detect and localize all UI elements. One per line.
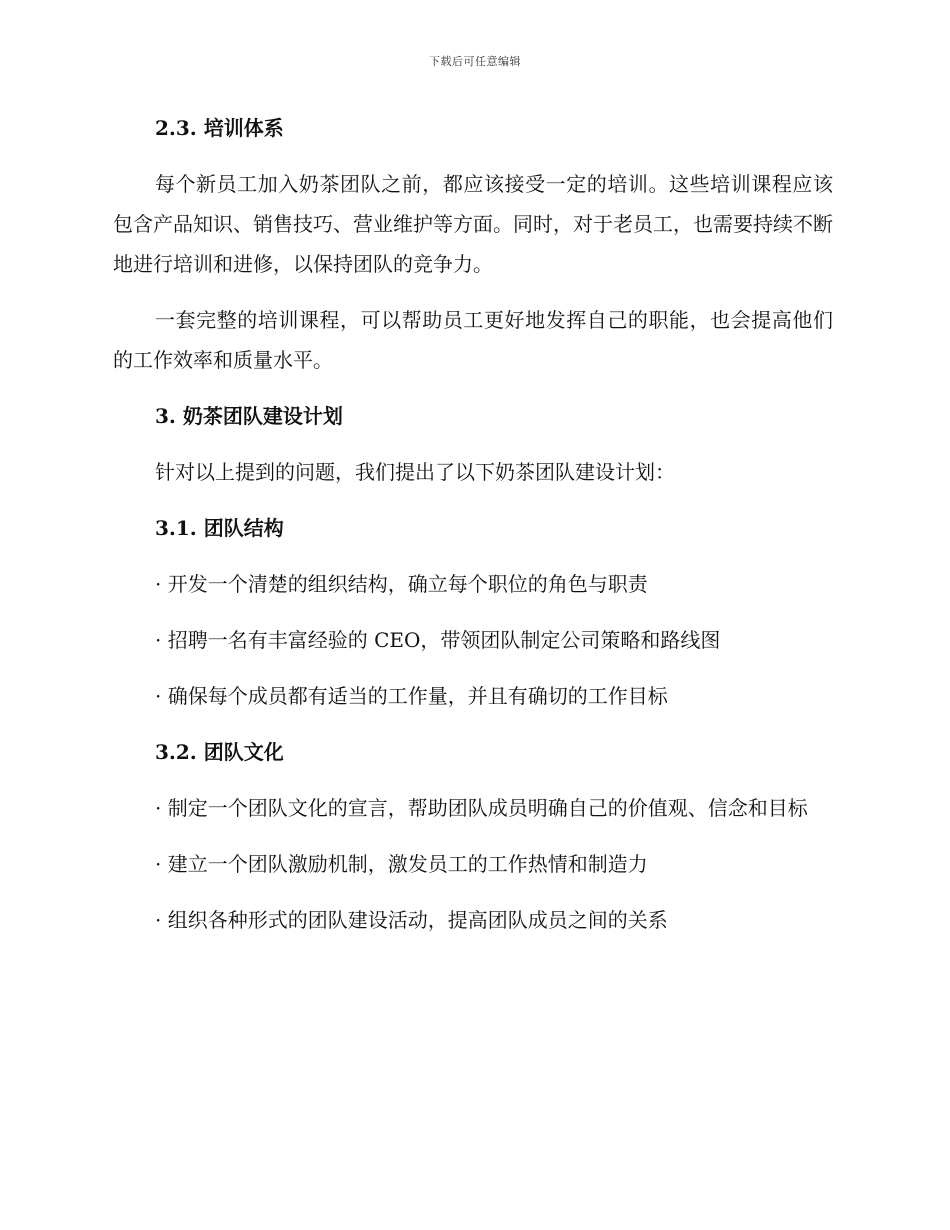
section-heading-3-1: 3.1. 团队结构 <box>155 516 284 540</box>
bullet-item: · 组织各种形式的团队建设活动，提高团队成员之间的关系 <box>155 908 668 932</box>
paragraph: 一套完整的培训课程，可以帮助员工更好地发挥自己的职能，也会提高他们的工作效率和质量水平。 <box>113 308 833 372</box>
page-header: 下载后可任意编辑 <box>429 55 521 68</box>
paragraph: 针对以上提到的问题，我们提出了以下奶茶团队建设计划： <box>155 460 675 484</box>
bullet-item: · 建立一个团队激励机制，激发员工的工作热情和制造力 <box>155 852 648 876</box>
bullet-item: · 制定一个团队文化的宣言，帮助团队成员明确自己的价值观、信念和目标 <box>155 796 808 820</box>
bullet-item: · 开发一个清楚的组织结构，确立每个职位的角色与职责 <box>155 572 648 596</box>
document-body <box>113 108 833 956</box>
section-heading-3-2: 3.2. 团队文化 <box>155 740 284 764</box>
section-heading-3: 3. 奶茶团队建设计划 <box>155 404 343 428</box>
bullet-item: · 确保每个成员都有适当的工作量，并且有确切的工作目标 <box>155 684 668 708</box>
paragraph: 每个新员工加入奶茶团队之前，都应该接受一定的培训。这些培训课程应该包含产品知识、销售技巧、营业维护等方面。同时，对于老员工，也需要持续不断地进行培训和进修，以保持团队的竞争力。 <box>113 172 833 276</box>
section-heading-2-3: 2.3. 培训体系 <box>155 116 284 140</box>
bullet-item: · 招聘一名有丰富经验的 CEO，带领团队制定公司策略和路线图 <box>155 628 721 652</box>
